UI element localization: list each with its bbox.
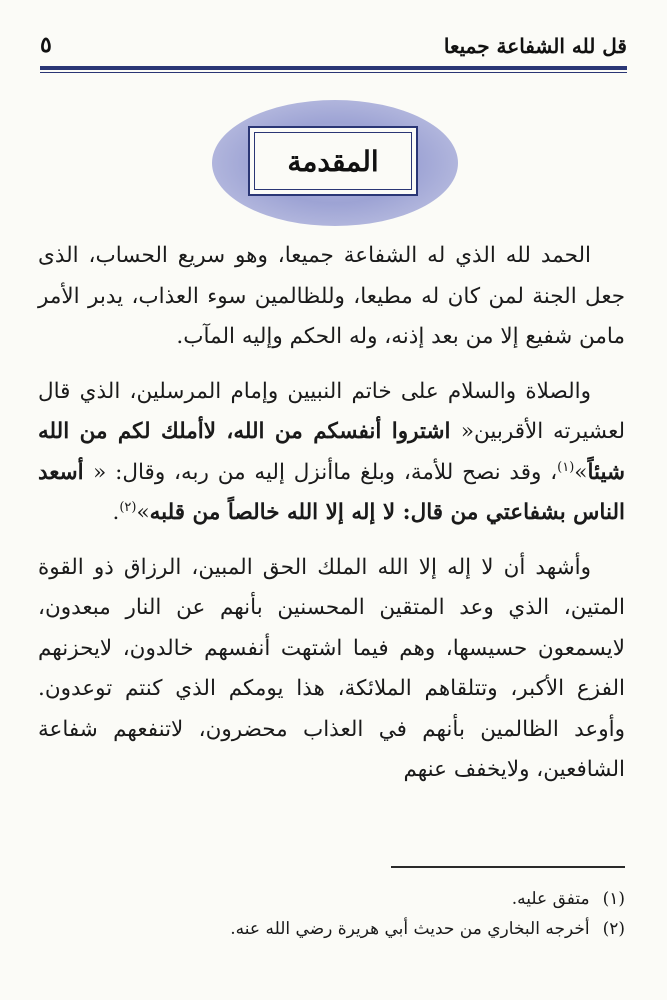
footnote-separator <box>391 866 625 868</box>
running-title: قل لله الشفاعة جميعا <box>443 34 627 58</box>
body-text <box>38 236 625 805</box>
footnote-number: (١) <box>602 889 625 909</box>
paragraph-2-text-a: والصلاة والسلام على خاتم النبيين وإمام المرسلين، الذي قال لعشيرته الأقربين« <box>38 378 625 444</box>
footnote-2 <box>40 914 625 944</box>
hadith-quote-1: اشتروا أنفسكم من الله، لاأملك لكم من الله شيئاً <box>38 419 625 485</box>
page-header <box>40 34 627 60</box>
paragraph-2 <box>38 372 625 534</box>
paragraph-1: الحمد لله الذي له الشفاعة جميعا، وهو سريع الحساب، الذى جعل الجنة لمن كان له مطيعا، وللظالمين سوء العذاب، يدبر الأمر مامن شفيع إلا من بعد إذنه، وله الحكم وإليه المآب. <box>38 243 625 349</box>
header-rule-thin <box>40 72 627 73</box>
section-title-frame <box>248 126 418 196</box>
paragraph-2-text-b: » <box>574 459 588 485</box>
paragraph-2-text-e: . <box>112 500 120 525</box>
section-title: المقدمة <box>287 144 379 178</box>
footnote-text: متفق عليه. <box>511 889 590 909</box>
header-rule-thick <box>40 66 627 70</box>
footnote-1 <box>40 884 625 914</box>
footnotes <box>40 884 625 944</box>
footnote-number: (٢) <box>602 919 625 939</box>
paragraph-2-text-c: ، وقد نصح للأمة، وبلغ ماأنزل إليه من ربه، وقال: « <box>93 459 558 485</box>
footnote-text: أخرجه البخاري من حديث أبي هريرة رضي الله عنه. <box>230 919 590 939</box>
footnote-ref-1: (١) <box>557 459 575 475</box>
hadith-quote-2: أسعد الناس بشفاعتي من قال: لا إله إلا الله خالصاً من قلبه <box>38 459 625 525</box>
page-number: ٥ <box>40 32 52 58</box>
paragraph-2-text-d: » <box>136 500 150 525</box>
footnote-ref-2: (٢) <box>119 499 137 515</box>
paragraph-3: وأشهد أن لا إله إلا الله الملك الحق المبين، الرزاق ذو القوة المتين، الذي وعد المتقين المحسنين بأنهم عن النار مبعدون، لايسمعون حسيسها، وهم فيما اشتهت أنفسهم خالدون، لايحزنهم الفزع الأكبر، وتتلقاهم الملائكة، هذا يومكم الذي كنتم توعدون. وأوعد الظالمين بأنهم في العذاب محضرون، لاتنفعهم شفاعة الشافعين، ولايخفف عنهم <box>38 554 625 782</box>
